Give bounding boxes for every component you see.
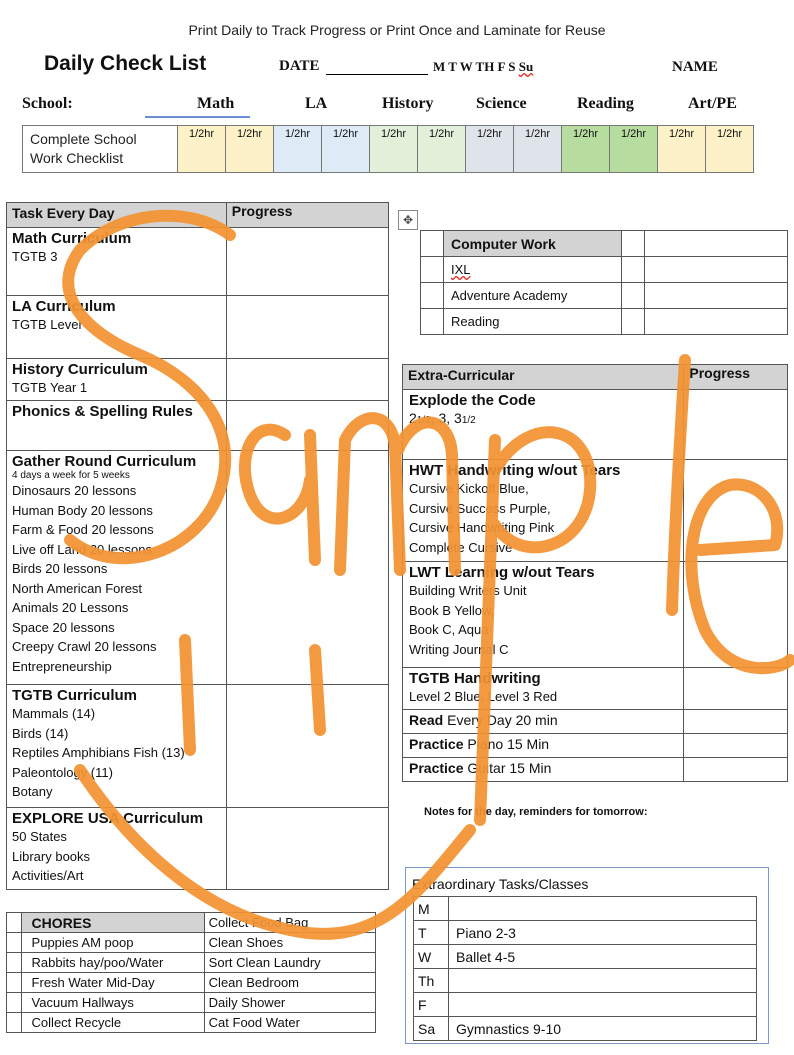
subject-la: LA <box>305 95 328 112</box>
extra-title: TGTB Handwriting <box>409 670 541 687</box>
extra-title: HWT Handwriting w/out Tears <box>409 462 621 479</box>
computer-item: Adventure Academy <box>444 283 622 309</box>
extra-item: Cursive Success Purple, <box>409 500 551 516</box>
subject-math: Math <box>197 95 235 112</box>
task-title: EXPLORE USA Curriculum <box>12 810 204 827</box>
task-title: Math Curriculum <box>12 230 132 247</box>
chore-item: Cat Food Water <box>204 1013 375 1033</box>
task-item: North American Forest <box>12 580 143 596</box>
school-underline <box>145 116 250 118</box>
extra-title: LWT Learning w/out Tears <box>409 564 595 581</box>
extra-item: Complete Cursive <box>409 539 513 555</box>
task-item: Entrepreneurship <box>12 658 112 674</box>
level-number: 2 <box>409 410 417 426</box>
day-label: T <box>414 921 449 945</box>
level-fraction: 1/2 <box>461 415 476 426</box>
chore-item: Rabbits hay/poo/Water <box>21 953 204 973</box>
chores-title: CHORES <box>21 913 204 933</box>
schedule-label-line1: Complete School <box>30 131 137 147</box>
schedule-label-line2: Work Checklist <box>30 150 124 166</box>
chore-item: Sort Clean Laundry <box>204 953 375 973</box>
computer-item-label: IXL <box>451 262 471 277</box>
instructions-note: Print Daily to Track Progress or Print Once and Laminate for Reuse <box>188 22 606 38</box>
class-entry[interactable] <box>449 993 757 1017</box>
computer-item: Reading <box>444 309 622 335</box>
schedule-slot[interactable]: 1/2hr <box>370 126 418 173</box>
tasks-header-task: Task Every Day <box>7 203 227 228</box>
task-item: Mammals (14) <box>12 706 96 721</box>
schedule-slot[interactable]: 1/2hr <box>226 126 274 173</box>
practice-verb: Practice <box>409 760 464 776</box>
subject-art-pe: Art/PE <box>688 95 737 112</box>
task-item: Creepy Crawl 20 lessons <box>12 639 157 654</box>
task-item: Birds 20 lessons <box>12 561 108 576</box>
schedule-slot[interactable]: 1/2hr <box>274 126 322 173</box>
chore-item: Vacuum Hallways <box>21 993 204 1013</box>
task-item: Human Body 20 lessons <box>12 502 153 518</box>
task-item: Library books <box>12 848 91 864</box>
task-item: TGTB Year 1 <box>12 380 88 395</box>
tasks-header-progress: Progress <box>226 203 388 228</box>
task-item: 50 States <box>12 829 67 844</box>
task-title: LA Curriculum <box>12 298 116 315</box>
extra-item: Book C, Aqua <box>409 622 489 637</box>
schedule-slot[interactable]: 1/2hr <box>658 126 706 173</box>
class-entry[interactable] <box>449 969 757 993</box>
level-number: , 3, 3 <box>430 410 462 426</box>
chore-item: Clean Bedroom <box>204 973 375 993</box>
weekday-letters: M T W TH F S <box>433 59 519 74</box>
name-label: NAME <box>672 59 718 75</box>
extra-title: Explode the Code <box>409 392 536 409</box>
task-item: TGTB 3 <box>12 249 58 264</box>
class-entry[interactable]: Gymnastics 9-10 <box>449 1017 757 1041</box>
extra-item: Cursive Kickoff Blue, <box>409 481 529 496</box>
date-label: DATE <box>279 58 320 74</box>
extra-item: Level 2 Blue, Level 3 Red <box>409 689 558 704</box>
day-label: W <box>414 945 449 969</box>
checkbox-cell[interactable] <box>7 933 22 953</box>
chore-item: Collect Food Bag <box>204 913 375 933</box>
schedule-slot[interactable]: 1/2hr <box>178 126 226 173</box>
extra-header-title: Extra-Curricular <box>403 365 684 390</box>
task-note: 4 days a week for 5 weeks <box>12 470 130 481</box>
chore-item: Collect Recycle <box>21 1013 204 1033</box>
sample-watermark <box>40 190 794 960</box>
checkbox-cell[interactable] <box>7 1013 22 1033</box>
schedule-slot[interactable]: 1/2hr <box>514 126 562 173</box>
day-label: Sa <box>414 1017 449 1041</box>
task-title: History Curriculum <box>12 361 148 378</box>
notes-label: Notes for the day, reminders for tomorrow: <box>424 806 648 818</box>
extra-item: Writing Journal C <box>409 641 509 657</box>
extraordinary-title: Extraordinary Tasks/Classes <box>412 876 589 892</box>
task-title: Gather Round Curriculum <box>12 453 197 470</box>
extra-item: Cursive Handwriting Pink <box>409 520 555 535</box>
schedule-slot[interactable]: 1/2hr <box>466 126 514 173</box>
task-item: Activities/Art <box>12 868 84 883</box>
task-item: Birds (14) <box>12 725 69 741</box>
schedule-table <box>22 125 754 173</box>
practice-detail: Every Day 20 min <box>443 712 558 728</box>
school-label: School: <box>22 95 73 112</box>
chore-item: Puppies AM poop <box>21 933 204 953</box>
task-item: TGTB Level <box>12 317 82 332</box>
schedule-row-label <box>23 126 178 173</box>
schedule-slot[interactable]: 1/2hr <box>322 126 370 173</box>
practice-detail: Guitar 15 Min <box>463 760 552 776</box>
schedule-slot[interactable]: 1/2hr <box>562 126 610 173</box>
checkbox-cell[interactable] <box>7 993 22 1013</box>
task-title: Phonics & Spelling Rules <box>12 403 193 420</box>
weekday-selector[interactable] <box>433 59 533 75</box>
level-fraction: 1/2 <box>416 415 431 426</box>
class-entry[interactable]: Piano 2-3 <box>449 921 757 945</box>
task-item: Paleontology (11) <box>12 764 113 780</box>
checkbox-cell[interactable] <box>7 973 22 993</box>
task-item: Animals 20 Lessons <box>12 600 129 615</box>
task-title: TGTB Curriculum <box>12 687 138 704</box>
schedule-slot[interactable]: 1/2hr <box>706 126 754 173</box>
subject-history: History <box>382 95 434 112</box>
day-label: F <box>414 993 449 1017</box>
task-item: Reptiles Amphibians Fish (13) <box>12 745 185 760</box>
extra-item: Book B Yellow, <box>409 602 495 618</box>
computer-work-title: Computer Work <box>444 231 622 257</box>
subject-reading: Reading <box>577 95 634 112</box>
day-label: Th <box>414 969 449 993</box>
extra-header-progress: Progress <box>684 365 788 390</box>
chore-item: Fresh Water Mid-Day <box>21 973 204 993</box>
subject-science: Science <box>476 95 527 112</box>
checkbox-cell[interactable] <box>7 953 22 973</box>
move-handle-icon[interactable]: ✥ <box>398 210 418 230</box>
practice-verb: Read <box>409 712 444 728</box>
day-label: M <box>414 897 449 921</box>
checkbox-cell[interactable] <box>7 913 22 933</box>
chore-item: Clean Shoes <box>204 933 375 953</box>
practice-verb: Practice <box>409 736 464 752</box>
practice-detail: Piano 15 Min <box>463 736 550 752</box>
task-item: Farm & Food 20 lessons <box>12 522 154 537</box>
task-item: Botany <box>12 784 53 799</box>
schedule-slot[interactable]: 1/2hr <box>418 126 466 173</box>
page-title: Daily Check List <box>44 52 207 75</box>
task-item: Live off Land 20 lessons <box>12 541 152 557</box>
class-entry[interactable]: Ballet 4-5 <box>449 945 757 969</box>
date-field[interactable] <box>326 74 428 75</box>
extra-item: Building Writers Unit <box>409 583 527 598</box>
task-item: Dinosaurs 20 lessons <box>12 483 137 498</box>
chore-item: Daily Shower <box>204 993 375 1013</box>
task-item: Space 20 lessons <box>12 619 115 635</box>
weekday-sunday: Su <box>518 59 534 74</box>
schedule-slot[interactable]: 1/2hr <box>610 126 658 173</box>
